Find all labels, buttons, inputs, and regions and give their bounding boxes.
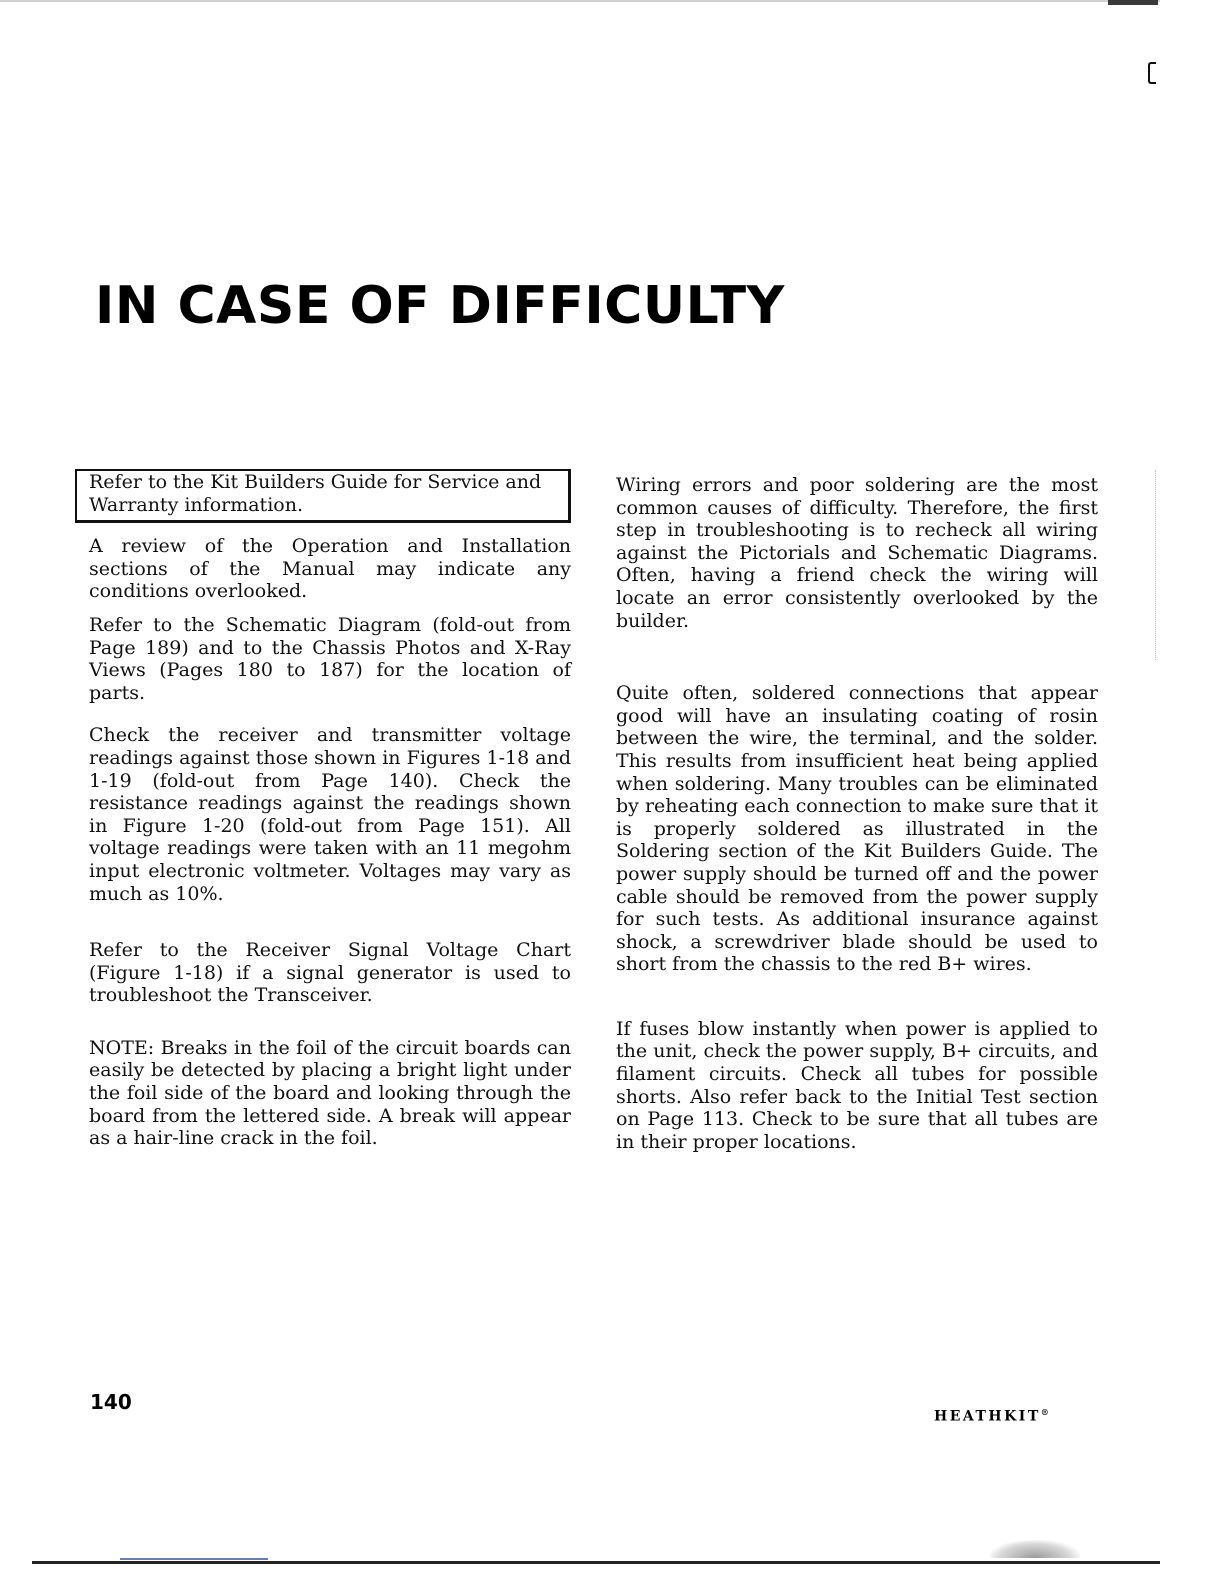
scan-top-edge-mark [1108, 0, 1158, 5]
paragraph-schematic-reference: Refer to the Schematic Diagram (fold-out from Page 189) and to the Chassis Photos and X-Ray Views (Pages 180 to 187) for the location of parts. [89, 613, 571, 704]
paragraph-soldered-connections: Quite often, soldered connections that appear good will have an insulating coating of rosin between the wire, the terminal, and the solder. This results from insufficient heat being applied when soldering. Many troubles can be eliminated by reheating each connection to make sure that it is properly soldered as illustrated in the Soldering section of the Kit Builders Guide. The power supply should be turned off and the power cable should be removed from the power supply for such tests. As additional insurance against shock, a screwdriver blade should be used to short from the chassis to the red B+ wires. [616, 682, 1098, 976]
scan-smudge [990, 1540, 1080, 1558]
right-column [616, 474, 1098, 1153]
paragraph-review-manual: A review of the Operation and Installation sections of the Manual may indicate any conditions overlooked. [89, 535, 571, 603]
brand-name: HEATHKIT [934, 1408, 1041, 1425]
paragraph-fuses-blow: If fuses blow instantly when power is applied to the unit, check the power supply, B+ circuits, and filament circuits. Check all tubes for possible shorts. Also refer back to the Initial Test section on Page 113. Check to be sure that all tubes are in their proper locations. [616, 1017, 1098, 1153]
brand-logo [934, 1407, 1049, 1425]
page-number: 140 [90, 1390, 132, 1414]
page-title: IN CASE OF DIFFICULTY [95, 276, 785, 336]
registered-mark: ® [1040, 1407, 1049, 1417]
scan-margin-marks [1155, 470, 1158, 660]
scan-bottom-mark [120, 1558, 268, 1560]
corner-mark [1148, 62, 1156, 84]
paragraph-signal-chart: Refer to the Receiver Signal Voltage Chart (Figure 1-18) if a signal generator is used to troubleshoot the Transceiver. [89, 939, 571, 1007]
scan-top-edge [0, 0, 1160, 2]
bottom-rule [32, 1561, 1160, 1564]
service-notice-box [75, 469, 571, 523]
paragraph-wiring-errors: Wiring errors and poor soldering are the most common causes of difficulty. Therefore, the first step in troubleshooting is to recheck all wiring against the Pictorials and Schematic Diagrams. Often, having a friend check the wiring will locate an error consistently overlooked by the builder. [616, 474, 1098, 632]
paragraph-foil-note: NOTE: Breaks in the foil of the circuit boards can easily be detected by placing a bright light under the foil side of the board and looking through the board from the lettered side. A break will appear as a hair-line crack in the foil. [89, 1036, 571, 1150]
service-notice-text: Refer to the Kit Builders Guide for Service and Warranty information. [89, 471, 542, 516]
paragraph-voltage-readings: Check the receiver and transmitter voltage readings against those shown in Figures 1-18 and 1-19 (fold-out from Page 140). Check the resistance readings against the readings shown in Figure 1-20 (fold-out from Page 151). All voltage readings were taken with an 11 megohm input electronic voltmeter. Voltages may vary as much as 10%. [89, 724, 571, 905]
left-column [89, 471, 571, 1150]
